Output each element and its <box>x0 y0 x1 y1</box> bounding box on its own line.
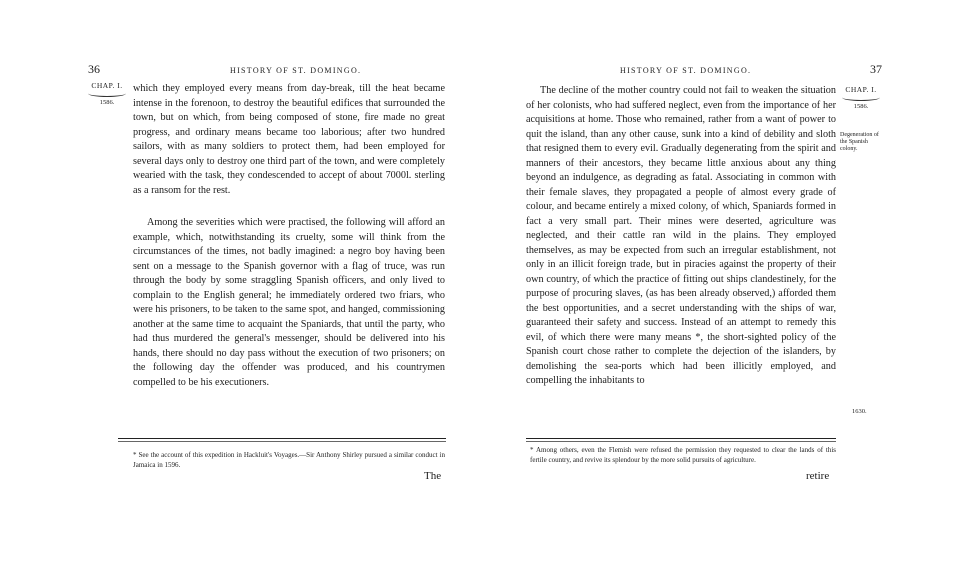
chapter-label: CHAP. I. <box>91 81 123 90</box>
footnote: * Among others, even the Flemish were refused the permission they requested to clear the lands of this fertile country, and revive its splendour by the more solid pursuits of agriculture. <box>530 446 836 464</box>
footnote-rule <box>526 438 836 442</box>
paragraph: Among the severities which were practised, the following will afford an example, which, notwithstanding its cruelty, some will think from the circumstances of the times, not badly imagined: a negro boy having been sent on a message to the Spanish governor with a flag of truce, was run through the body by some straggling Spanish officers, and only lived to complain to the English general; he immediately ordered two friars, who were his prisoners, to be taken to the same spot, and hanged, commissioning another at the same time to acquaint the Spaniards, that until the party, who had thus murdered the general's messenger, should be delivered into his hands, there should no day pass without the execution of two prisoners; on the following day the offender was produced, and his countrymen compelled to be his executioners. <box>133 217 445 388</box>
sidenote-year: 1586. <box>853 103 869 110</box>
brace-decoration <box>842 94 880 101</box>
sidenote-year: 1586. <box>99 99 115 106</box>
body-text <box>133 82 445 390</box>
right-page <box>490 0 980 570</box>
paragraph: The decline of the mother country could not fail to weaken the situation of her colonists, who had suffered neglect, even from the importance of her acquisitions at home. Those who remained, rather from a want of power to quit the island, than any other cause, sunk into a kind of debility and sloth that resigned them to every evil. Gradually degenerating from the spirit and manners of their ancestors, they became little anxious about any thing beyond an indulgence, as degrading as fatal. Associating in common with their female slaves, they propagated a people of almost every grade of colour, and became entirely a mixed colony, of which, Spaniards formed in fact a very small part. Their mines were deserted, agriculture was neglected, and their cattle ran wild in the plains. They employed themselves, as may be expected from such an irregular establishment, not only in an illicit foreign trade, but in piracies against the property of their own country, of which the practice of fitting out ships clandestinely, for the purpose of procuring slaves, (as has been already observed,) afforded them the best opportunities, and a secret understanding with the ships of war, guaranteed their safety and success. Instead of an attempt to remedy this evil, of which there were many means *, the short-sighted policy of the Spanish court chose rather to complete the dejection of the islanders, by demolishing the sea-ports which had been illicitly employed, and compelling the inhabitants to <box>526 85 836 386</box>
body-text <box>526 84 836 389</box>
running-head: HISTORY OF ST. DOMINGO. <box>230 66 362 75</box>
chapter-label: CHAP. I. <box>845 85 877 94</box>
marginal-year: 1630. <box>852 408 867 415</box>
page-number: 37 <box>870 62 882 76</box>
marginal-note: Degeneration of the Spanish colony. <box>840 132 879 152</box>
catchword: The <box>424 470 442 482</box>
brace-decoration <box>88 90 126 97</box>
paragraph: which they employed every means from day-break, till the heat became intense in the forenoon, to destroy the beautiful edifices that surrounded the town, but on which, from being composed of stone, fire made no great progress, and ordinary means became too laborious; after two hundred sailors, with as many soldiers to protect them, had been employed for several days only to destroy one third part of the town, and were completely wearied with the task, they condescended to accept of about 7000l. sterling as a ransom for the rest. <box>133 83 445 196</box>
page-number: 36 <box>88 62 100 76</box>
footnote: * See the account of this expedition in Hackluit's Voyages.—Sir Anthony Shirley pursued a similar conduct in Jamaica in 1596. <box>133 451 445 469</box>
footnote-rule <box>118 438 446 442</box>
chapter-sidenote <box>838 86 884 111</box>
running-head: HISTORY OF ST. DOMINGO. <box>620 66 752 75</box>
chapter-sidenote <box>85 82 129 107</box>
catchword: retire <box>806 470 830 482</box>
